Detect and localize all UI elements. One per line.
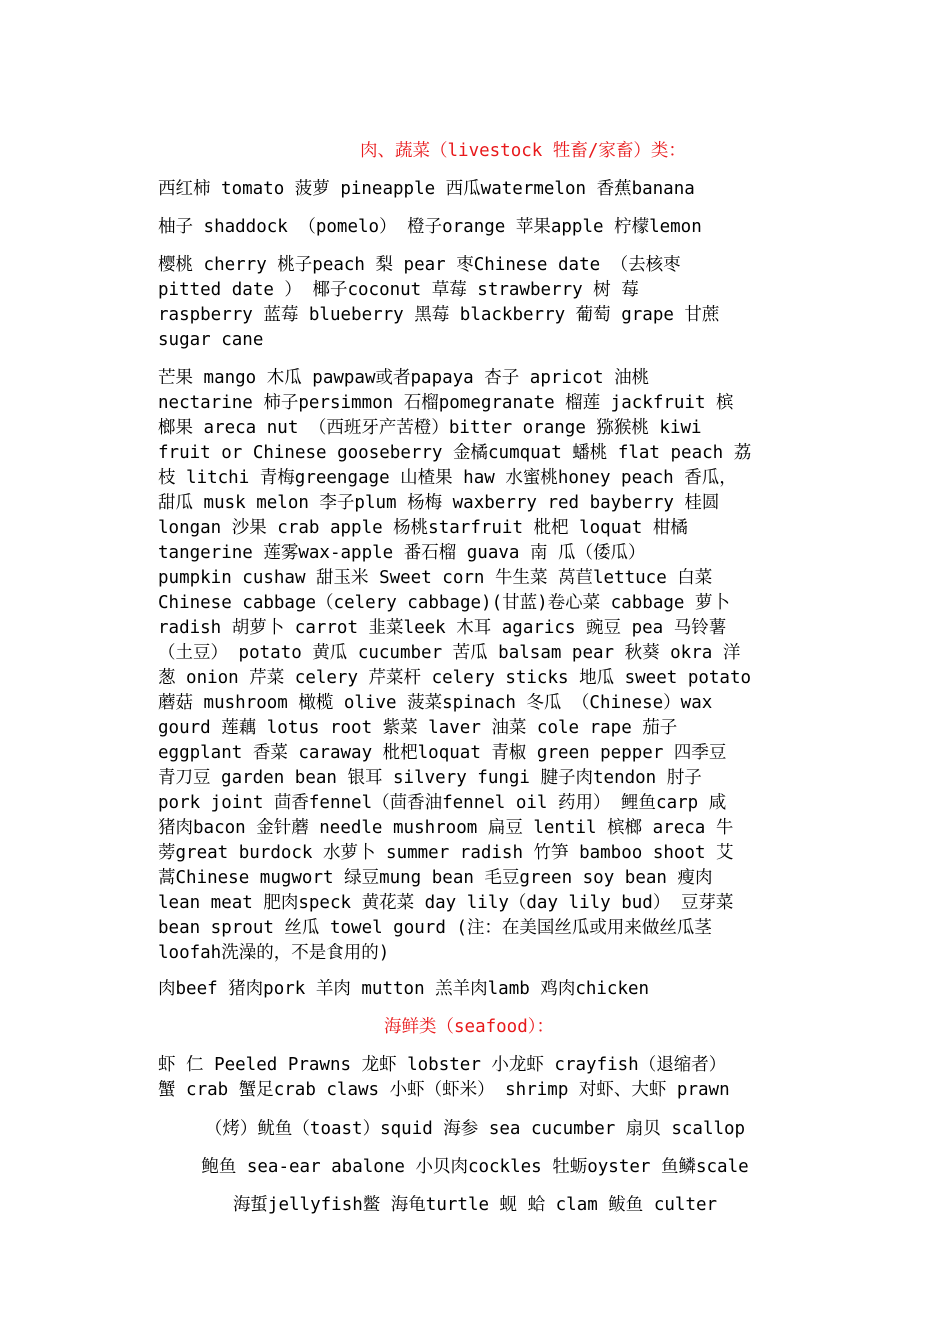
text-line: fruit or Chinese gooseberry 金橘cumquat 蟠桃 flat peach 荔 [158, 443, 752, 463]
text-line: 葱 onion 芹菜 celery 芹菜杆 celery sticks 地瓜 sweet potato [158, 668, 752, 688]
paragraph-fruits-2 [158, 215, 794, 240]
text-line: 西红柿 tomato 菠萝 pineapple 西瓜watermelon 香蕉banana [158, 179, 695, 199]
text-line: bean sprout 丝瓜 towel gourd (注：在美国丝瓜或用来做丝瓜茎 [158, 918, 712, 938]
text-line: lean meat 肥肉speck 黄花菜 day lily（day lily bud） 豆芽菜 [158, 893, 734, 913]
section-heading-livestock-vegetables: 肉、蔬菜（livestock 牲畜/家畜）类： [360, 141, 686, 161]
text-line: sugar cane [158, 330, 264, 350]
text-line: 猪肉bacon 金针蘑 needle mushroom 扁豆 lentil 槟榔 areca 牛 [158, 818, 734, 838]
text-line: nectarine 柿子persimmon 石榴pomegranate 榴莲 jackfruit 槟 [158, 393, 734, 413]
text-line: 芒果 mango 木瓜 pawpaw或者papaya 杏子 apricot 油桃 [158, 368, 650, 388]
text-line: Chinese cabbage（celery cabbage)(甘蓝)卷心菜 cabbage 萝卜 [158, 593, 730, 613]
text-line: 肉beef 猪肉pork 羊肉 mutton 羔羊肉lamb 鸡肉chicken [158, 979, 650, 999]
text-line: 蟹 crab 蟹足crab claws 小虾（虾米） shrimp 对虾、大虾 prawn [158, 1080, 730, 1100]
text-line: 榔果 areca nut （西班牙产苦橙）bitter orange 猕猴桃 kiwi [158, 418, 702, 438]
paragraph-fruits-vegetables [158, 366, 794, 966]
text-line: 甜瓜 musk melon 李子plum 杨梅 waxberry red bayberry 桂圆 [158, 493, 720, 513]
text-line: tangerine 莲雾wax-apple 番石榴 guava 南 瓜（倭瓜） [158, 543, 646, 563]
seafood-line-1: （烤）鱿鱼（toast）squid 海参 sea cucumber 扇贝 scallop [204, 1119, 746, 1139]
text-line: gourd 莲藕 lotus root 紫菜 laver 油菜 cole rape 茄子 [158, 718, 678, 738]
paragraph-seafood [158, 1053, 794, 1103]
text-line: 蒿Chinese mugwort 绿豆mung bean 毛豆green soy bean 瘦肉 [158, 868, 713, 888]
text-line: raspberry 蓝莓 blueberry 黑莓 blackberry 葡萄 grape 甘蔗 [158, 305, 720, 325]
text-line: 青刀豆 garden bean 银耳 silvery fungi 腱子肉tendon 肘子 [158, 768, 702, 788]
text-line: eggplant 香菜 caraway 枇杷loquat 青椒 green pepper 四季豆 [158, 743, 727, 763]
seafood-line-2: 鲍鱼 sea-ear abalone 小贝肉cockles 牡蛎oyster 鱼鳞scale [201, 1157, 749, 1177]
text-line: 枝 litchi 青梅greengage 山楂果 haw 水蜜桃honey peach 香瓜， [158, 468, 737, 488]
text-line: 樱桃 cherry 桃子peach 梨 pear 枣Chinese date （去核枣 [158, 255, 681, 275]
text-line: 蒡great burdock 水萝卜 summer radish 竹笋 bamboo shoot 艾 [158, 843, 734, 863]
text-line: loofah洗澡的，不是食用的) [158, 943, 390, 963]
text-line: （土豆） potato 黄瓜 cucumber 苦瓜 balsam pear 秋葵 okra 洋 [158, 643, 741, 663]
paragraph-fruits-1 [158, 177, 794, 202]
paragraph-fruits-3 [158, 253, 794, 353]
seafood-line-3: 海蜇jellyfish鳖 海龟turtle 蚬 蛤 clam 鲅鱼 culter [232, 1195, 718, 1215]
text-line: pork joint 茴香fennel（茴香油fennel oil 药用） 鲤鱼carp 咸 [158, 793, 727, 813]
text-line: pumpkin cushaw 甜玉米 Sweet corn 牛生菜 莴苣lettuce 白菜 [158, 568, 713, 588]
text-line: longan 沙果 crab apple 杨桃starfruit 枇杷 loquat 柑橘 [158, 518, 688, 538]
section-heading-seafood: 海鲜类（seafood）： [384, 1017, 555, 1037]
paragraph-meats [158, 977, 794, 1002]
text-line: 蘑菇 mushroom 橄榄 olive 菠菜spinach 冬瓜 （Chinese）wax [158, 693, 713, 713]
text-line: radish 胡萝卜 carrot 韭菜leek 木耳 agarics 豌豆 pea 马铃薯 [158, 618, 727, 638]
text-line: 虾 仁 Peeled Prawns 龙虾 lobster 小龙虾 crayfish（退缩者） [158, 1055, 727, 1075]
text-line: 柚子 shaddock （pomelo） 橙子orange 苹果apple 柠檬lemon [158, 217, 702, 237]
text-line: pitted date ） 椰子coconut 草莓 strawberry 树 莓 [158, 280, 639, 300]
